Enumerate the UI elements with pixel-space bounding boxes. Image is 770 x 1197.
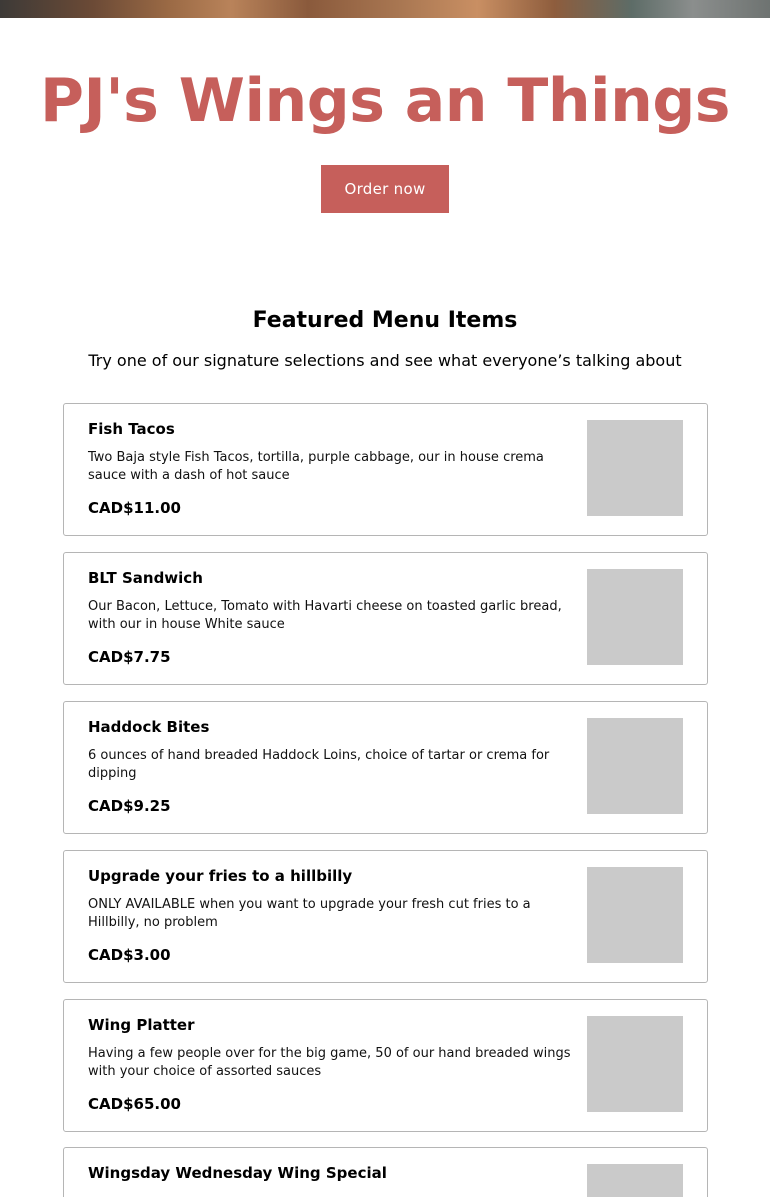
menu-item-image (587, 718, 683, 814)
menu-item-name: Upgrade your fries to a hillbilly (88, 867, 353, 885)
menu-item-name: Fish Tacos (88, 420, 175, 438)
menu-item-price: CAD$65.00 (88, 1095, 181, 1113)
menu-item-description: Our Bacon, Lettuce, Tomato with Havarti cheese on toasted garlic bread, with our in house White sauce (88, 599, 562, 632)
hero-image (0, 0, 770, 18)
menu-item-card[interactable] (63, 552, 708, 685)
featured-section-title: Featured Menu Items (252, 308, 518, 333)
menu-item-image (587, 867, 683, 963)
menu-item-price: CAD$9.25 (88, 797, 171, 815)
menu-item-card[interactable] (63, 403, 708, 536)
menu-item-name: Wing Platter (88, 1016, 195, 1034)
menu-item-name: BLT Sandwich (88, 569, 203, 587)
menu-item-card[interactable] (63, 850, 708, 983)
menu-item-image (587, 1164, 683, 1197)
menu-item-name: Haddock Bites (88, 718, 210, 736)
featured-section-subtitle: Try one of our signature selections and see what everyone’s talking about (88, 351, 682, 370)
menu-item-card[interactable] (63, 701, 708, 834)
menu-item-price: CAD$7.75 (88, 648, 171, 666)
page-title: PJ's Wings an Things (40, 66, 730, 136)
menu-item-description: Two Baja style Fish Tacos, tortilla, purple cabbage, our in house crema sauce with a dash of hot sauce (88, 450, 544, 483)
menu-item-description: 6 ounces of hand breaded Haddock Loins, choice of tartar or crema for dipping (88, 748, 550, 781)
menu-item-image (587, 569, 683, 665)
menu-item-image (587, 420, 683, 516)
menu-item-card[interactable] (63, 999, 708, 1132)
order-now-button[interactable]: Order now (321, 165, 449, 213)
menu-item-name: Wingsday Wednesday Wing Special (88, 1164, 387, 1182)
menu-item-description: ONLY AVAILABLE when you want to upgrade your fresh cut fries to a Hillbilly, no problem (88, 897, 531, 930)
menu-item-description: Having a few people over for the big game, 50 of our hand breaded wings with your choice of assorted sauces (88, 1046, 571, 1079)
menu-item-price: CAD$3.00 (88, 946, 171, 964)
menu-item-price: CAD$11.00 (88, 499, 181, 517)
menu-item-card[interactable] (63, 1147, 708, 1197)
menu-item-image (587, 1016, 683, 1112)
